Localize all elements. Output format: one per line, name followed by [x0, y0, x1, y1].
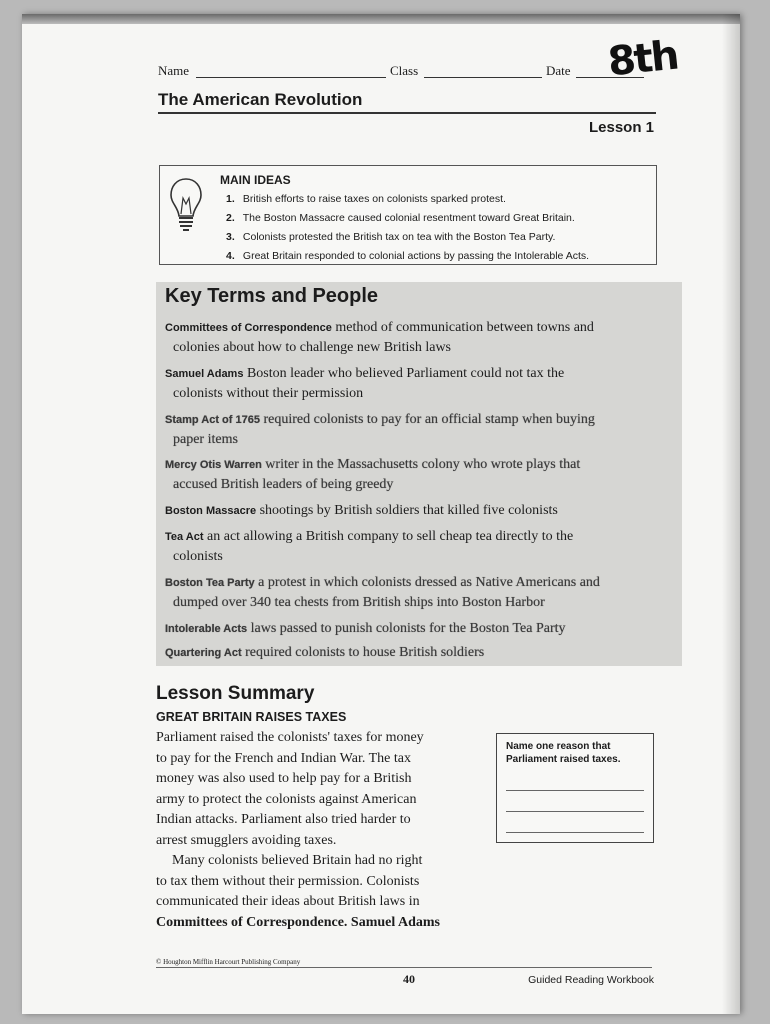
title-rule	[158, 112, 656, 114]
term-definition: required colonists to house British soldiers	[245, 645, 485, 660]
list-item	[226, 209, 589, 228]
item-text: Great Britain responded to colonial actions by passing the Intolerable Acts.	[242, 250, 590, 262]
term-name: Stamp Act of 1765	[165, 414, 260, 426]
scan-edge	[22, 14, 740, 24]
name-line	[196, 77, 386, 78]
text-line: Indian attacks. Parliament also tried harder to	[156, 812, 411, 827]
term-name: Boston Tea Party	[165, 577, 255, 589]
term-name: Mercy Otis Warren	[165, 459, 262, 471]
term-definition: laws passed to punish colonists for the Boston Tea Party	[250, 621, 566, 636]
worksheet-page	[22, 14, 740, 1014]
item-number: 2.	[226, 212, 235, 224]
term-entry	[165, 318, 675, 358]
item-number: 1.	[226, 193, 235, 205]
term-ref: Samuel Adams	[350, 914, 440, 930]
summary-paragraph-2	[156, 851, 456, 933]
main-ideas-box	[159, 165, 657, 265]
class-line	[424, 77, 542, 78]
text-line: army to protect the colonists against American	[156, 791, 417, 807]
list-item	[226, 190, 589, 209]
text-line: Parliament raised the colonists' taxes for money	[156, 730, 424, 745]
question-text: Name one reason that Parliament raised taxes.	[506, 741, 621, 765]
text-line: Many colonists believed Britain had no right	[172, 853, 423, 868]
term-entry	[165, 501, 675, 521]
list-item	[226, 247, 589, 266]
answer-line[interactable]	[506, 811, 644, 812]
term-definition: a protest in which colonists dressed as Native Americans and	[258, 575, 600, 590]
term-ref: Committees of Correspondence.	[156, 914, 348, 930]
name-label: Name	[158, 63, 190, 78]
class-label: Class	[390, 63, 419, 78]
main-ideas-title: MAIN IDEAS	[220, 173, 291, 187]
term-name: Boston Massacre	[165, 505, 257, 517]
lightbulb-icon	[168, 176, 204, 234]
term-name: Committees of Correspondence	[165, 322, 332, 334]
lesson-summary-title: Lesson Summary	[156, 683, 315, 704]
lesson-label: Lesson 1	[588, 119, 654, 136]
item-text: The Boston Massacre caused colonial resentment toward Great Britain.	[242, 212, 575, 224]
term-definition: Boston leader who believed Parliament could not tax the	[246, 366, 565, 381]
answer-line[interactable]	[506, 832, 644, 833]
handwritten-grade: 8th	[605, 32, 680, 86]
summary-paragraph-1	[156, 728, 456, 851]
term-entry	[165, 527, 675, 567]
key-terms-title: Key Terms and People	[165, 285, 379, 307]
page-title: The American Revolution	[158, 90, 363, 109]
term-definition: writer in the Massachusetts colony who wrote plays that	[265, 457, 581, 472]
answer-line[interactable]	[506, 790, 644, 791]
list-item	[226, 228, 589, 247]
term-name: Intolerable Acts	[165, 623, 248, 635]
page-number: 40	[403, 972, 415, 986]
term-definition: required colonists to pay for an official stamp when buying	[263, 412, 595, 427]
item-number: 4.	[226, 250, 235, 262]
footer-rule	[156, 967, 652, 968]
text-line: communicated their ideas about British laws in	[156, 894, 420, 909]
term-definition-cont: accused British leaders of being greedy	[173, 477, 394, 492]
term-name: Samuel Adams	[165, 368, 244, 380]
date-label: Date	[546, 63, 571, 78]
term-entry	[165, 364, 675, 404]
copyright-notice: © Houghton Mifflin Harcourt Publishing Company	[156, 958, 301, 966]
term-entry	[165, 619, 675, 639]
text-line: arrest smugglers avoiding taxes.	[156, 832, 337, 848]
key-terms-section	[156, 282, 682, 666]
term-entry	[165, 643, 675, 663]
summary-subhead: GREAT BRITAIN RAISES TAXES	[156, 710, 347, 724]
term-entry	[165, 455, 675, 495]
main-ideas-list	[226, 190, 589, 266]
term-entry	[165, 573, 675, 613]
item-text: Colonists protested the British tax on tea with the Boston Tea Party.	[242, 231, 556, 243]
term-definition-cont: colonists	[173, 549, 223, 564]
question-box	[496, 733, 654, 843]
term-definition: shootings by British soldiers that killed five colonists	[259, 503, 558, 518]
text-line: to tax them without their permission. Colonists	[156, 873, 420, 889]
item-text: British efforts to raise taxes on colonists sparked protest.	[242, 193, 506, 205]
workbook-title: Guided Reading Workbook	[528, 974, 654, 986]
term-definition-cont: colonists without their permission	[173, 386, 364, 401]
term-name: Quartering Act	[165, 647, 242, 659]
term-entry	[165, 410, 675, 450]
term-definition: an act allowing a British company to sell cheap tea directly to the	[207, 529, 574, 544]
page-shadow	[722, 14, 740, 1014]
item-number: 3.	[226, 231, 235, 243]
term-definition-cont: colonies about how to challenge new British laws	[173, 340, 451, 355]
text-line: to pay for the French and Indian War. The tax	[156, 750, 411, 766]
text-line	[156, 913, 456, 934]
term-definition-cont: dumped over 340 tea chests from British ships into Boston Harbor	[173, 595, 545, 610]
term-definition-cont: paper items	[173, 432, 238, 447]
term-definition: method of communication between towns and	[335, 320, 594, 335]
text-line: money was also used to help pay for a British	[156, 771, 412, 786]
term-name: Tea Act	[165, 531, 204, 543]
